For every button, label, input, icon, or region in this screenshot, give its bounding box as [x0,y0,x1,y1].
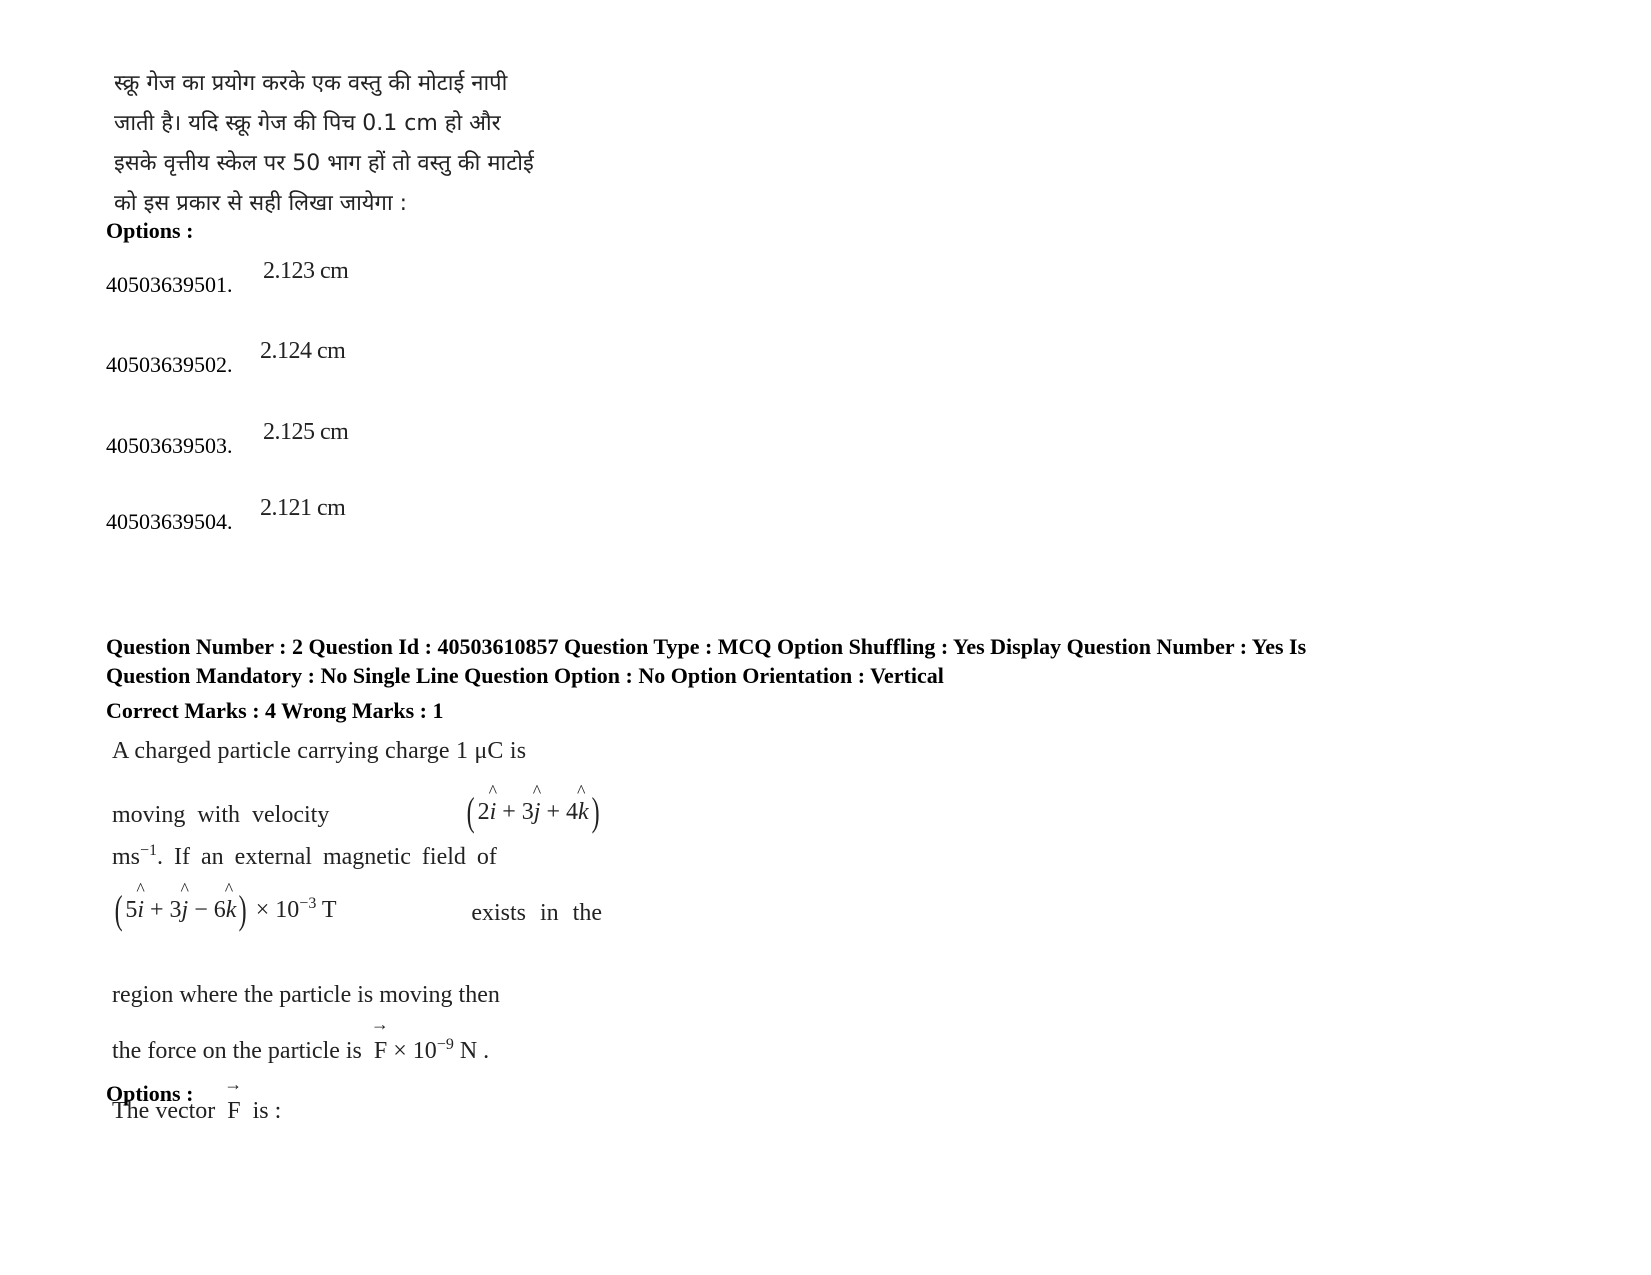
question2-line6-prefix: the force on the particle is [112,1038,362,1064]
option-id: 40503639504. [106,509,233,534]
force-factor: × 10 [393,1038,437,1064]
velocity-unit: ms [112,844,141,870]
option-id: 40503639502. [106,352,233,377]
force-vector-symbol: → F [227,1098,240,1125]
velocity-j-coef: 3 [521,799,534,825]
field-vector: ( 5^ i + 3^ j − 6^ $k) \times 10^{-3}$ T [112,886,337,933]
question1-line: जाती है। यदि स्क्रू गेज की पिच 0.1 cm हो और [114,111,501,136]
j-hat: ^ j [534,799,541,826]
question1-line: को इस प्रकार से सही लिखा जायेगा : [114,191,408,216]
option-id: 40503639503. [106,433,233,458]
i-hat: ^ i [137,897,144,924]
velocity-i-coef: 2 [477,799,490,825]
force-unit: N . [459,1038,490,1064]
question2-line2-prefix: moving with velocity [112,802,330,828]
field-exponent: −3 [299,895,317,912]
k-hat: ^ k [226,897,237,924]
question1-options-label: Options : [106,218,194,243]
option-id: 40503639501. [106,272,233,297]
option-value: 2.124 cm [260,338,346,364]
question2-options-label: Options : [106,1081,194,1106]
question2-marks: Correct Marks : 4 Wrong Marks : 1 [106,698,444,723]
question2-line4-rest: exists in the [471,900,602,926]
field-i-coef: 5 [125,897,138,923]
question2-meta [106,632,1546,690]
question1-line: स्क्रू गेज का प्रयोग करके एक वस्तु की मोटाई नापी [114,71,508,96]
question1-text [114,64,614,224]
force-vector-symbol: → F [374,1038,387,1065]
question2-meta-line1: Question Number : 2 Question Id : 40503610857 Question Type : MCQ Option Shuffling : Yes Display Question Number : Yes Is [106,634,1307,659]
question2-line5: region where the particle is moving then [112,982,500,1008]
question2-line2 [112,788,602,835]
question2-line3-rest: . If an external magnetic field of [157,844,497,870]
field-unit: T [321,897,337,923]
velocity-vector: ( 2^ i + 3^ j + 4^ k) [464,788,602,835]
question2-line7-prefix: The vector [112,1098,216,1124]
field-j-coef: 3 [169,897,182,923]
force-exponent: −9 [436,1036,454,1053]
question1-line: इसके वृत्तीय स्केल पर 50 भाग हों तो वस्तु की माटोई [114,151,534,176]
question2-meta-line2: Question Mandatory : No Single Line Question Option : No Option Orientation : Vertical [106,663,944,688]
option-value: 2.125 cm [263,419,349,445]
k-hat: ^ k [578,799,589,826]
question2-line6 [112,1036,602,1065]
question2-line7-suffix: is : [252,1098,282,1124]
i-hat: ^ i [490,799,497,826]
velocity-k-coef: 4 [566,799,579,825]
option-value: 2.123 cm [263,258,349,284]
question2-line4 [112,886,602,933]
velocity-unit-exponent: −1 [140,842,158,859]
field-factor: × 10 [255,897,300,923]
field-k-coef: 6 [213,897,226,923]
j-hat: ^ j [182,897,189,924]
option-value: 2.121 cm [260,495,346,521]
question2-line3 [112,842,602,871]
question2-line1: A charged particle carrying charge 1 μC is [112,738,527,764]
